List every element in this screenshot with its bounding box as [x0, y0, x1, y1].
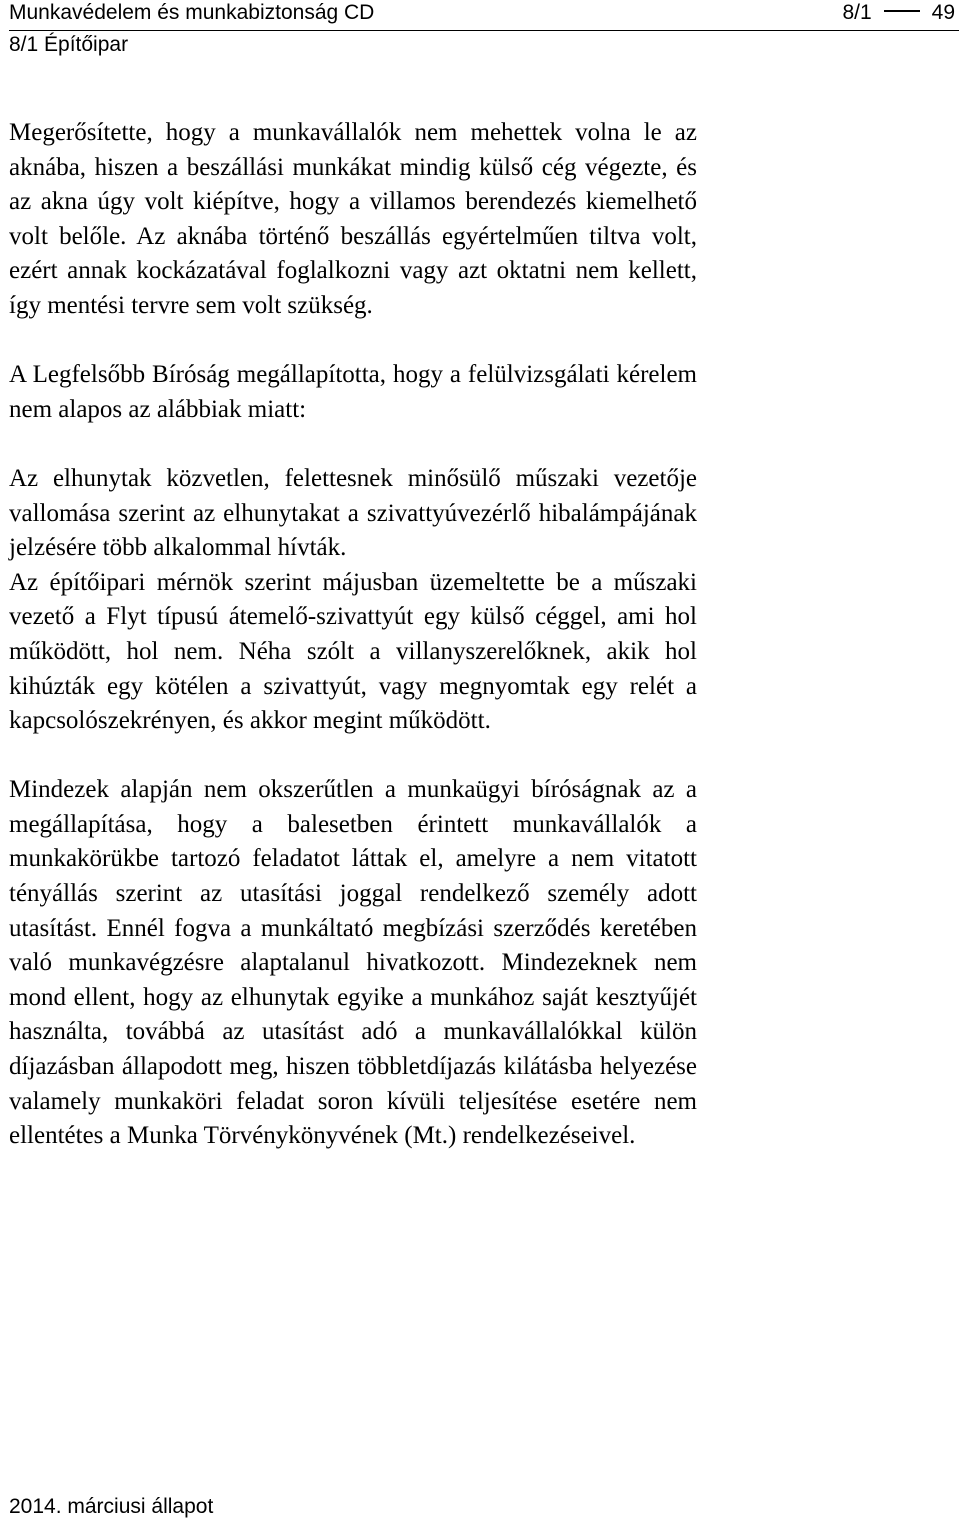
section-number: 8/1	[842, 1, 872, 24]
paragraph-3: Az elhunytak közvetlen, felettesnek minősülő műszaki vezetője vallomása szerint az elhunytakat a szivattyúvezérlő hibalámpájának jelzésére több alkalommal hívták.	[9, 464, 697, 562]
header-top-line	[9, 0, 959, 31]
page-reference	[842, 1, 955, 25]
paragraph-5: Mindezek alapján nem okszerűtlen a munkaügyi bíróságnak az a megállapítása, hogy a balesetben érintett munkavállalók a munkakörükbe tartozó feladatot láttak el, amelyre a nem vitatott tényállás szerint az utasítási joggal rendelkező személy adott utasítást. Ennél fogva a munkáltató megbízási szerződés keretében való munkavégzésre alaptalanul hivatkozott. Mindezeknek nem mond ellent, hogy az elhunytak egyike a munkához saját kesztyűjét használta, továbbá az utasítást adó a munkavállalókkal külön díjazásban állapodott meg, hiszen többletdíjazás kilátásba helyezése valamely munkaköri feladat soron kívüli teljesítése esetére nem ellentétes a Munka Törvénykönyvének (Mt.) rendelkezéseivel.	[9, 776, 697, 1150]
page-footer-date: 2014. márciusi állapot	[9, 1495, 214, 1518]
chapter-subtitle: 8/1 Építőipar	[9, 33, 129, 56]
paragraph-2: A Legfelsőbb Bíróság megállapította, hogy a felülvizsgálati kérelem nem alapos az alábbiak miatt:	[9, 361, 697, 423]
main-text	[9, 116, 697, 1154]
paragraph-1: Megerősítette, hogy a munkavállalók nem mehettek volna le az aknába, hiszen a beszállási munkákat mindig külső cég végezte, és az akna úgy volt kiépítve, hogy a villamos berendezés kiemelhető volt belőle. Az aknába történő beszállás egyértelműen tiltva volt, ezért annak kockázatával foglalkozni vagy azt oktatni nem kellett, így mentési tervre sem volt szükség.	[9, 119, 697, 319]
page-number: 49	[931, 1, 955, 24]
paragraph-4: Az építőipari mérnök szerint májusban üzemeltette be a műszaki vezető a Flyt típusú átemelő-szivattyút egy külső céggel, ami hol működött, hol nem. Néha szólt a villanyszerelőknek, akik hol kihúzták egy kötélen a szivattyút, vagy megnyomtak egy relét a kapcsolószekrényen, és akkor megint működött.	[9, 568, 697, 735]
dash-separator	[884, 10, 920, 12]
document-title: Munkavédelem és munkabiztonság CD	[9, 1, 375, 24]
